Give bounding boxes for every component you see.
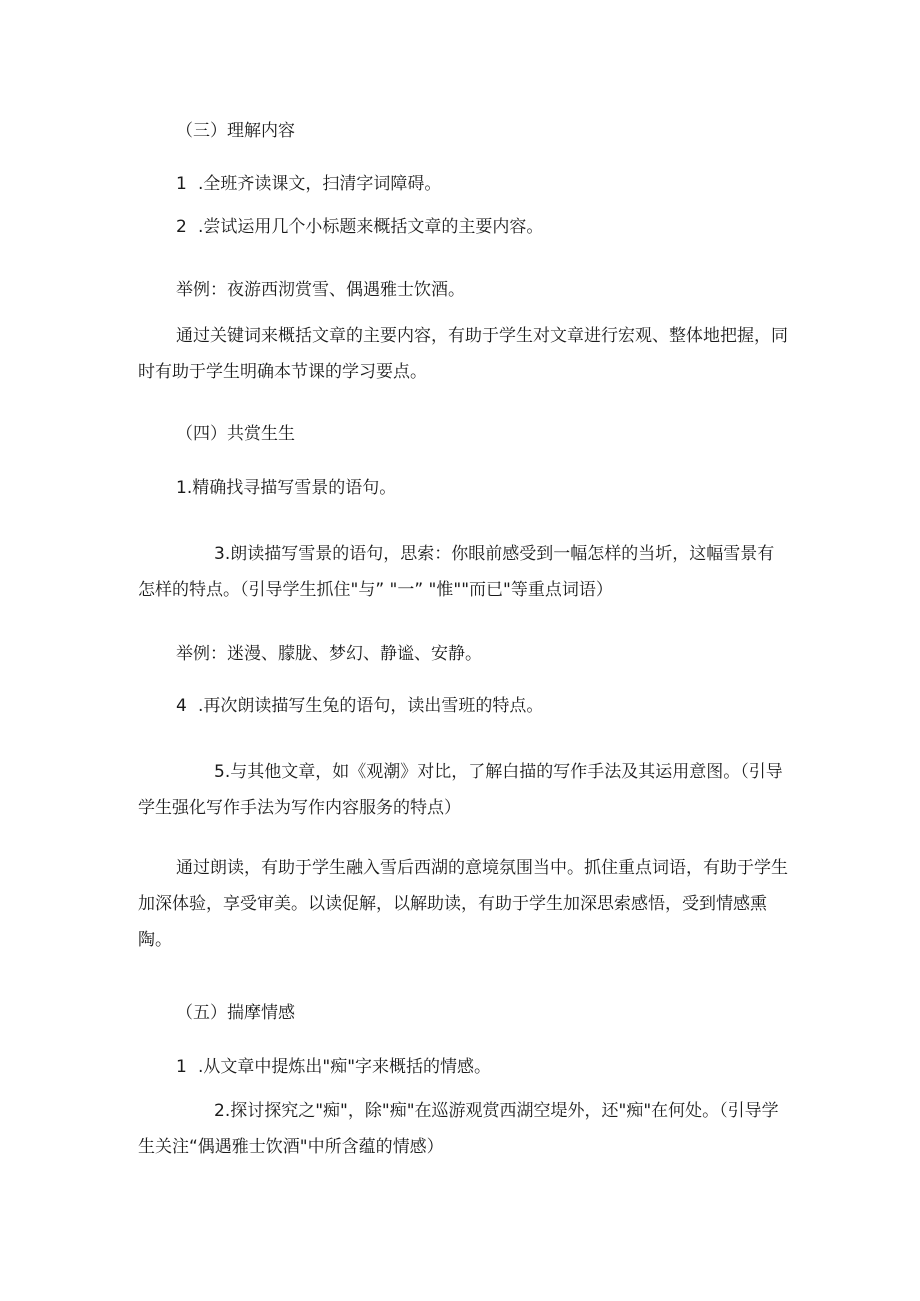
item-number: 2 bbox=[214, 1101, 225, 1121]
example-4 bbox=[176, 636, 788, 672]
note-text: 通过关键词来概括文章的主要内容，有助于学生对文章进行宏观、整体地把握，同时有助于学生明确本节课的学习要点。 bbox=[138, 326, 788, 382]
list-item-3-2 bbox=[176, 209, 788, 245]
list-item-3-1 bbox=[176, 166, 788, 202]
example-3 bbox=[176, 272, 788, 308]
item-number: 5 bbox=[214, 762, 225, 782]
item-number: 4 bbox=[176, 696, 187, 716]
note-text: 通过朗读，有助于学生融入雪后西湖的意境氛围当中。抓住重点词语，有助于学生加深体验，享受审美。以读促解，以解助读，有助于学生加深思索感悟，受到情感熏陶。 bbox=[138, 858, 788, 950]
heading-text: （五）揣摩情感 bbox=[176, 1003, 295, 1023]
item-text: 1.精确找寻描写雪景的语句。 bbox=[176, 478, 397, 498]
item-text: .尝试运用几个小标题来概括文章的主要内容。 bbox=[198, 217, 544, 237]
item-text: .从文章中提炼出"痴"字来概括的情感。 bbox=[198, 1057, 492, 1077]
item-number: 1 bbox=[176, 1057, 187, 1077]
item-number: 2 bbox=[176, 217, 187, 237]
heading-text: （三）理解内容 bbox=[176, 121, 295, 141]
item-text: .探讨探究之"痴"，除"痴"在巡游观赏西湖空堤外，还"痴"在何处。（引导学生关注“偶遇雅士饮酒"中所含蕴的情感） bbox=[138, 1101, 779, 1157]
section-heading-5 bbox=[176, 995, 788, 1031]
item-text: .再次朗读描写生兔的语句，读出雪班的特点。 bbox=[198, 696, 544, 716]
section-heading-3 bbox=[176, 113, 788, 149]
item-number: 1 bbox=[176, 174, 187, 194]
item-text: .与其他文章，如《观潮》对比，了解白描的写作手法及其运用意图。（引导学生强化写作手法为写作内容服务的特点） bbox=[138, 762, 783, 818]
list-item-4-3 bbox=[138, 536, 790, 608]
note-4 bbox=[138, 850, 790, 958]
list-item-4-4 bbox=[176, 688, 788, 724]
example-text: 举例：迷漫、朦胧、梦幻、静谧、安静。 bbox=[176, 644, 482, 664]
item-text: .全班齐读课文，扫清字词障碍。 bbox=[198, 174, 442, 194]
item-text: .朗读描写雪景的语句，思索：你眼前感受到一幅怎样的当圻，这幅雪景有怎样的特点。（引导学生抓住"与” "一” "惟""而已"等重点词语） bbox=[138, 544, 775, 600]
list-item-4-1 bbox=[176, 470, 788, 506]
heading-text: （四）共赏生生 bbox=[176, 424, 295, 444]
note-3 bbox=[138, 318, 790, 390]
list-item-4-5 bbox=[138, 754, 790, 826]
item-number: 3 bbox=[214, 544, 225, 564]
example-text: 举例：夜游西沏赏雪、偶遇雅士饮酒。 bbox=[176, 280, 465, 300]
section-heading-4 bbox=[176, 416, 788, 452]
list-item-5-2 bbox=[138, 1093, 790, 1165]
list-item-5-1 bbox=[176, 1049, 788, 1085]
